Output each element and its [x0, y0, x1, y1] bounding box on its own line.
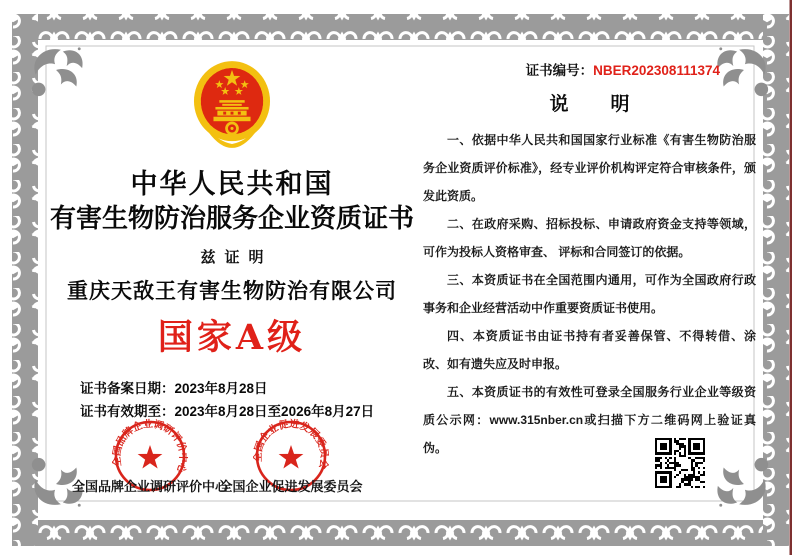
seal-ring-text: 全国品牌企业调研评价中心 — [112, 418, 188, 475]
note-paragraph: 二、在政府采购、招标投标、申请政府资金支持等领域，可作为投标人资格审查、 评标和合同签订的依据。 — [423, 217, 756, 259]
company-name: 重庆天敌王有害生物防治有限公司 — [67, 280, 397, 303]
certificate-number-value: NBER202308111374 — [593, 63, 720, 78]
attest-label: 兹证明 — [200, 249, 273, 266]
china-national-emblem-icon — [193, 60, 271, 152]
certificate-number-label: 证书编号： — [525, 63, 594, 78]
certificate-number-line — [526, 59, 720, 79]
certificate-title-line2: 有害生物防治服务企业资质证书 — [49, 203, 414, 233]
seal-ring-text: 全国企业促进发展委员会 — [253, 418, 329, 470]
record-date-line: 证书备案日期：2023年8月28日 — [80, 381, 268, 396]
notes-title: 说明 — [549, 94, 672, 115]
page-edge-line — [790, 0, 793, 555]
seal-caption: 全国品牌企业调研评价中心 — [71, 479, 228, 494]
border-band-bottom — [12, 520, 789, 546]
seal-caption: 全国企业促进发展委员会 — [219, 479, 363, 494]
border-band-top — [12, 14, 789, 40]
certificate-main-panel — [48, 46, 416, 494]
note-paragraph: 五、本资质证书的有效性可登录全国服务行业企业等级资质公示网：www.315nber.cn或扫描下方二维码网上验证真伪。 — [423, 385, 756, 455]
note-paragraph: 三、本资质证书在全国范围内通用，可作为全国政府行政事务和企业经营活动中作重要资质证书使用。 — [423, 273, 756, 315]
note-paragraph: 一、依据中华人民共和国国家行业标准《有害生物防治服务企业资质评价标准》，经专业评价机构评定符合审核条件，颁发此资质。 — [423, 133, 756, 203]
validity-date-line: 证书有效期至：2023年8月28日至2026年8月27日 — [80, 404, 375, 419]
certificate-title-line1: 中华人民共和国 — [130, 169, 334, 199]
corner-flourish-icon — [717, 458, 768, 507]
notes-list — [423, 126, 756, 462]
seal-captions-row — [48, 476, 416, 496]
certificate-notes-panel — [423, 46, 756, 462]
grade-label: 国家A级 — [157, 317, 307, 358]
certificate-dates — [80, 377, 416, 423]
verification-qr-code — [655, 438, 705, 488]
note-paragraph: 四、本资质证书由证书持有者妥善保管、不得转借、涂改、如有遗失应及时申报。 — [423, 329, 756, 371]
